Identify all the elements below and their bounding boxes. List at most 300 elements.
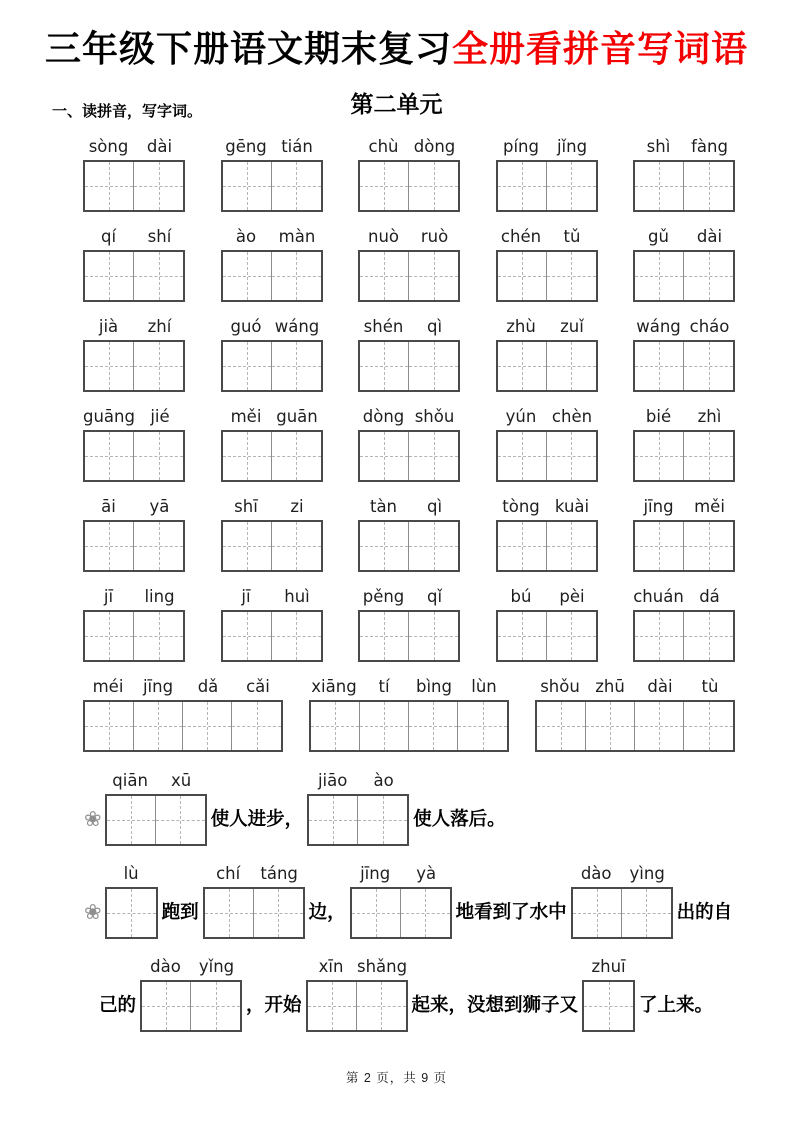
pinyin-syllable: yā (149, 496, 170, 516)
writing-box (633, 520, 735, 572)
pinyin-syllable: tǔ (563, 226, 581, 246)
pinyin-word-unit (496, 134, 598, 212)
pinyin-word-unit (633, 314, 735, 392)
pinyin-word-unit (358, 224, 460, 302)
writing-cell (547, 432, 596, 480)
word-row (83, 224, 735, 302)
writing-cell (272, 612, 321, 660)
pinyin-word-unit (496, 584, 598, 662)
sentence-text: 跑到 (161, 902, 199, 923)
writing-cell (223, 432, 272, 480)
sentence-text: 起来，没想到狮子又 (411, 995, 579, 1016)
writing-cell (191, 982, 240, 1030)
pinyin-syllable: gēng (225, 136, 267, 156)
writing-cell (684, 612, 733, 660)
flower-bullet-icon: ❀ (84, 806, 102, 831)
pinyin-syllable: jǐng (556, 136, 588, 156)
writing-cell (85, 522, 134, 570)
writing-box (358, 160, 460, 212)
writing-cell (85, 432, 134, 480)
writing-cell (134, 702, 183, 750)
pinyin-word-unit (358, 494, 460, 572)
pinyin-syllable: jī (241, 586, 251, 606)
pinyin-syllable: měi (230, 406, 262, 426)
writing-cell (360, 432, 409, 480)
pinyin-syllable: dòng (413, 136, 456, 156)
pinyin-label (496, 404, 598, 427)
sentence-line (84, 768, 757, 846)
pinyin-syllable: qì (426, 316, 443, 336)
pinyin-syllable: dǎ (197, 676, 219, 696)
pinyin-syllable: shǎng (356, 956, 408, 976)
pinyin-syllable: gǔ (648, 226, 669, 246)
writing-cell (358, 796, 407, 844)
writing-cell (498, 342, 547, 390)
writing-cell (272, 432, 321, 480)
pinyin-word-unit (633, 224, 735, 302)
writing-box (83, 610, 185, 662)
pinyin-word-unit (221, 314, 323, 392)
writing-box (633, 160, 735, 212)
writing-box (496, 520, 598, 572)
pinyin-word-unit (358, 134, 460, 212)
pinyin-word-unit (496, 494, 598, 572)
writing-cell (409, 612, 458, 660)
writing-cell (547, 162, 596, 210)
pinyin-syllable: bié (645, 406, 672, 426)
pinyin-label (83, 224, 185, 247)
writing-box (571, 887, 673, 939)
pinyin-syllable: bìng (416, 676, 452, 696)
writing-cell (357, 982, 406, 1030)
pinyin-word-unit (105, 768, 207, 846)
pinyin-word-unit (633, 134, 735, 212)
sentence-text: 边， (308, 902, 346, 923)
sentence-text: ，开始 (246, 995, 302, 1016)
pinyin-label (83, 404, 185, 427)
pinyin-label (358, 134, 460, 157)
writing-cell (134, 432, 183, 480)
pinyin-label (221, 314, 323, 337)
writing-cell (360, 612, 409, 660)
pinyin-word-unit (83, 314, 185, 392)
pinyin-syllable: dào (150, 956, 181, 976)
flower-bullet-icon: ❀ (84, 899, 102, 924)
pinyin-syllable: yà (416, 863, 437, 883)
pinyin-syllable: chí (216, 863, 241, 883)
writing-cell (635, 252, 684, 300)
pinyin-syllable: nuò (367, 226, 399, 246)
writing-cell (134, 612, 183, 660)
writing-box (350, 887, 452, 939)
writing-cell (409, 252, 458, 300)
writing-box (358, 520, 460, 572)
pinyin-syllable: āi (101, 496, 116, 516)
page-title (0, 0, 793, 70)
pinyin-label (633, 404, 735, 427)
writing-box (306, 980, 408, 1032)
pinyin-syllable: fàng (691, 136, 728, 156)
pinyin-word-unit (83, 404, 185, 482)
writing-cell (134, 342, 183, 390)
writing-box (83, 430, 185, 482)
pinyin-word-unit (496, 224, 598, 302)
pinyin-syllable: chèn (551, 406, 593, 426)
footer-page-number: 第 2 页，共 9 页 (345, 1071, 448, 1085)
page-title-red: 全册看拼音写词语 (452, 29, 749, 69)
pinyin-word-unit (350, 861, 452, 939)
writing-cell (352, 889, 401, 937)
pinyin-syllable: píng (503, 136, 539, 156)
pinyin-syllable: dài (146, 136, 173, 156)
writing-cell (85, 612, 134, 660)
pinyin-syllable: dòng (362, 406, 405, 426)
writing-box (221, 340, 323, 392)
writing-box (221, 430, 323, 482)
writing-box (633, 250, 735, 302)
writing-cell (223, 162, 272, 210)
writing-cell (308, 982, 357, 1030)
pinyin-word-unit (221, 404, 323, 482)
pinyin-word-unit (633, 404, 735, 482)
pinyin-label (582, 954, 635, 977)
writing-cell (409, 702, 458, 750)
pinyin-syllable: màn (278, 226, 316, 246)
pinyin-word-unit (306, 954, 408, 1032)
writing-cell (272, 162, 321, 210)
pinyin-syllable: shī (234, 496, 258, 516)
pinyin-syllable: chuán (633, 586, 684, 606)
writing-cell (360, 522, 409, 570)
writing-box (358, 250, 460, 302)
pinyin-label (496, 134, 598, 157)
pinyin-syllable: zhì (697, 406, 722, 426)
pinyin-syllable: qí (100, 226, 117, 246)
writing-cell (409, 522, 458, 570)
pinyin-syllable: zhù (506, 316, 536, 336)
pinyin-syllable: ào (373, 770, 394, 790)
pinyin-word-unit (633, 494, 735, 572)
pinyin-syllable: lù (123, 863, 139, 883)
writing-cell (635, 432, 684, 480)
pinyin-syllable: táng (260, 863, 298, 883)
pinyin-syllable: chén (500, 226, 542, 246)
writing-cell (409, 342, 458, 390)
pinyin-word-unit (221, 134, 323, 212)
pinyin-syllable: dá (699, 586, 720, 606)
writing-cell (584, 982, 633, 1030)
writing-box (633, 340, 735, 392)
writing-cell (85, 252, 134, 300)
writing-box (83, 700, 283, 752)
pinyin-label (571, 861, 673, 884)
pinyin-label (358, 404, 460, 427)
pinyin-label (535, 674, 735, 697)
section-heading: 第二单元 (350, 91, 443, 117)
writing-cell (498, 612, 547, 660)
writing-box (535, 700, 735, 752)
pinyin-label (633, 494, 735, 517)
writing-cell (635, 342, 684, 390)
pinyin-syllable: ling (144, 586, 175, 606)
writing-cell (547, 522, 596, 570)
pinyin-label (496, 584, 598, 607)
pinyin-label (633, 134, 735, 157)
writing-box (582, 980, 635, 1032)
writing-cell (401, 889, 450, 937)
writing-box (496, 430, 598, 482)
pinyin-syllable: guāng (83, 406, 135, 426)
word-row (83, 674, 735, 752)
writing-cell (360, 342, 409, 390)
pinyin-syllable: jīng (643, 496, 674, 516)
pinyin-label (221, 224, 323, 247)
pinyin-word-unit (221, 584, 323, 662)
writing-cell (547, 612, 596, 660)
writing-box (105, 887, 158, 939)
writing-cell (134, 162, 183, 210)
pinyin-syllable: zhí (147, 316, 172, 336)
pinyin-label (140, 954, 242, 977)
pinyin-label (358, 224, 460, 247)
pinyin-label (105, 861, 158, 884)
pinyin-label (221, 404, 323, 427)
pinyin-syllable: shén (363, 316, 404, 336)
pinyin-word-unit (496, 314, 598, 392)
pinyin-word-unit (105, 861, 158, 939)
writing-cell (458, 702, 507, 750)
pinyin-syllable: huì (284, 586, 310, 606)
writing-cell (498, 252, 547, 300)
word-row (83, 584, 735, 662)
pinyin-word-unit (83, 494, 185, 572)
writing-cell (622, 889, 671, 937)
pinyin-syllable: dào (580, 863, 612, 883)
writing-cell (684, 432, 733, 480)
pinyin-word-unit (221, 494, 323, 572)
pinyin-syllable: bú (510, 586, 532, 606)
pinyin-syllable: shí (147, 226, 172, 246)
writing-box (358, 430, 460, 482)
pinyin-syllable: měi (694, 496, 725, 516)
writing-cell (85, 162, 134, 210)
writing-box (309, 700, 509, 752)
writing-cell (232, 702, 281, 750)
pinyin-syllable: yún (505, 406, 537, 426)
pinyin-syllable: dài (647, 676, 673, 696)
pinyin-label (633, 314, 735, 337)
writing-cell (272, 522, 321, 570)
pinyin-label (496, 224, 598, 247)
writing-cell (142, 982, 191, 1030)
writing-cell (635, 522, 684, 570)
pinyin-word-unit (358, 404, 460, 482)
pinyin-word-unit (358, 584, 460, 662)
writing-cell (586, 702, 635, 750)
pinyin-word-unit (203, 861, 305, 939)
pinyin-label (221, 584, 323, 607)
pinyin-word-unit (535, 674, 735, 752)
writing-box (83, 340, 185, 392)
pinyin-syllable: shì (646, 136, 671, 156)
sentence-text: 地看到了水中 (455, 902, 567, 923)
writing-box (633, 430, 735, 482)
writing-cell (498, 522, 547, 570)
sentence-text: 了上来。 (639, 995, 714, 1016)
writing-cell (223, 252, 272, 300)
pinyin-label (221, 494, 323, 517)
pinyin-syllable: xīn (318, 956, 344, 976)
pinyin-label (83, 584, 185, 607)
pinyin-label (83, 314, 185, 337)
writing-box (221, 610, 323, 662)
pinyin-word-unit (358, 314, 460, 392)
pinyin-syllable: zi (290, 496, 304, 516)
pinyin-syllable: wáng (636, 316, 681, 336)
writing-cell (684, 252, 733, 300)
writing-cell (635, 612, 684, 660)
sentence-exercises (84, 768, 757, 1032)
pinyin-word-unit (221, 224, 323, 302)
writing-box (496, 250, 598, 302)
pinyin-syllable: zhuī (591, 956, 626, 976)
pinyin-syllable: guān (276, 406, 318, 426)
pinyin-label (307, 768, 409, 791)
writing-box (221, 160, 323, 212)
pinyin-label (83, 134, 185, 157)
pinyin-label (496, 494, 598, 517)
writing-cell (684, 702, 733, 750)
writing-cell (635, 162, 684, 210)
writing-cell (409, 162, 458, 210)
pinyin-syllable: shǒu (540, 676, 580, 696)
writing-box (358, 340, 460, 392)
pinyin-syllable: jià (98, 316, 119, 336)
pinyin-label (309, 674, 509, 697)
writing-cell (183, 702, 232, 750)
pinyin-word-unit (633, 584, 735, 662)
pinyin-label (358, 494, 460, 517)
writing-cell (223, 612, 272, 660)
writing-cell (360, 252, 409, 300)
pinyin-word-unit (307, 768, 409, 846)
instruction-text: 一、读拼音，写字词。 (52, 102, 203, 120)
sentence-line (84, 861, 757, 939)
writing-cell (360, 162, 409, 210)
pinyin-syllable: yǐng (198, 956, 235, 976)
pinyin-label (83, 494, 185, 517)
writing-box (83, 250, 185, 302)
writing-box (203, 887, 305, 939)
writing-box (140, 980, 242, 1032)
writing-cell (547, 252, 596, 300)
pinyin-label (105, 768, 207, 791)
pinyin-label (221, 134, 323, 157)
pinyin-syllable: yìng (629, 863, 665, 883)
writing-box (83, 520, 185, 572)
writing-cell (360, 702, 409, 750)
pinyin-word-unit (309, 674, 509, 752)
pinyin-syllable: guó (230, 316, 262, 336)
sentence-line (84, 954, 757, 1032)
writing-box (496, 160, 598, 212)
writing-cell (311, 702, 360, 750)
pinyin-label (203, 861, 305, 884)
writing-cell (684, 162, 733, 210)
pinyin-syllable: qǐ (426, 586, 443, 606)
writing-box (496, 610, 598, 662)
pinyin-syllable: qì (426, 496, 443, 516)
writing-cell (684, 522, 733, 570)
writing-cell (223, 342, 272, 390)
pinyin-word-grid (83, 134, 735, 752)
writing-cell (254, 889, 303, 937)
pinyin-word-unit (571, 861, 673, 939)
writing-box (633, 610, 735, 662)
word-row (83, 134, 735, 212)
writing-box (105, 794, 207, 846)
page-title-black: 三年级下册语文期末复习 (44, 29, 452, 69)
pinyin-syllable: shǒu (414, 406, 455, 426)
pinyin-word-unit (140, 954, 242, 1032)
pinyin-word-unit (496, 404, 598, 482)
pinyin-word-unit (83, 674, 283, 752)
writing-cell (409, 432, 458, 480)
pinyin-syllable: zuǐ (560, 316, 584, 336)
writing-box (358, 610, 460, 662)
pinyin-word-unit (83, 584, 185, 662)
pinyin-syllable: jiāo (317, 770, 348, 790)
writing-cell (134, 522, 183, 570)
writing-cell (205, 889, 254, 937)
sentence-text: 使人进步， (210, 809, 304, 830)
writing-box (221, 520, 323, 572)
word-row (83, 404, 735, 482)
sentence-text: 使人落后。 (413, 809, 506, 830)
writing-cell (107, 889, 156, 937)
pinyin-syllable: xiāng (311, 676, 357, 696)
pinyin-word-unit (83, 134, 185, 212)
pinyin-word-unit (83, 224, 185, 302)
sentence-text: 出的自 (676, 902, 733, 923)
pinyin-syllable: xū (170, 770, 192, 790)
writing-cell (272, 252, 321, 300)
pinyin-label (633, 584, 735, 607)
writing-cell (272, 342, 321, 390)
pinyin-syllable: jié (150, 406, 170, 426)
writing-box (221, 250, 323, 302)
section-row (0, 86, 793, 126)
writing-cell (156, 796, 205, 844)
pinyin-syllable: tù (701, 676, 719, 696)
pinyin-syllable: tàn (369, 496, 398, 516)
pinyin-syllable: wáng (274, 316, 320, 336)
pinyin-word-unit (582, 954, 635, 1032)
pinyin-syllable: jī (103, 586, 114, 606)
writing-cell (498, 432, 547, 480)
word-row (83, 314, 735, 392)
word-row (83, 494, 735, 572)
writing-cell (134, 252, 183, 300)
writing-cell (498, 162, 547, 210)
pinyin-syllable: pěng (362, 586, 405, 606)
pinyin-label (496, 314, 598, 337)
writing-cell (107, 796, 156, 844)
pinyin-syllable: ào (235, 226, 257, 246)
writing-cell (573, 889, 622, 937)
pinyin-syllable: tí (378, 676, 390, 696)
pinyin-syllable: tián (281, 136, 313, 156)
